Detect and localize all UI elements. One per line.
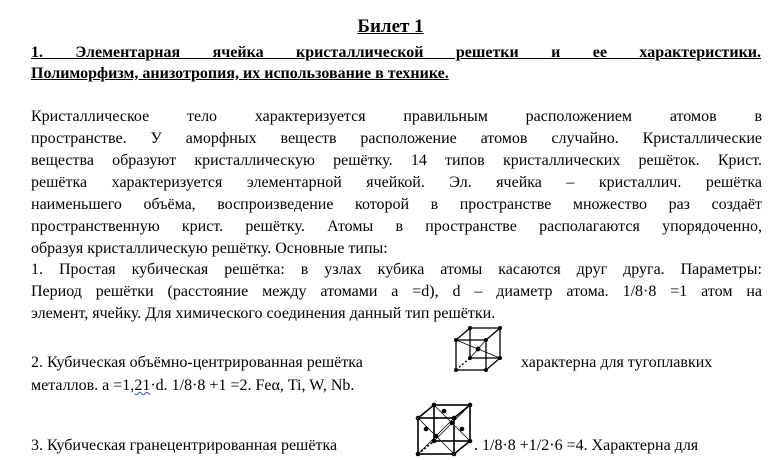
bcc-line-2-text-b: ·d. 1/8·8 +1 =2. Feα, Ti, W, Nb. [150, 377, 355, 394]
paragraph-line-2: пространстве. У аморфных веществ расположение атомов случайно. Кристаллические [31, 130, 762, 147]
bcc-line-2-text-a: металлов. а =1, [31, 377, 135, 394]
spellcheck-underlined-word: 21 [134, 377, 151, 394]
question-heading-line-1: 1. Элементарная ячейка кристаллической решетки и ее характеристики. [31, 44, 761, 61]
bcc-line [31, 354, 762, 374]
paragraph-line-7: образуя кристаллическую решётку. Основные типы: [31, 240, 388, 257]
bcc-text-before: 2. Кубическая объёмно-центрированная решётка [31, 354, 363, 371]
paragraph-line-5: наименьшего объёма, воспроизведение которой в пространстве множество раз создаёт [31, 196, 762, 213]
paragraph-line-4: решётка характеризуется элементарной ячейкой. Эл. ячейка – кристаллич. решётка [31, 174, 762, 191]
paragraph-line-8: 1. Простая кубическая решётка: в узлах кубика атомы касаются друг друга. Параметры: [31, 261, 762, 278]
fcc-line [31, 437, 762, 457]
bcc-line-2 [31, 377, 762, 395]
question-heading-line-2: Полиморфизм, анизотропия, их использование в технике. [31, 65, 449, 82]
bcc-text-after: характерна для тугоплавких [521, 354, 713, 371]
paragraph-line-3: вещества образуют кристаллическую решётку. 14 типов кристаллических решёток. Крист. [31, 152, 762, 169]
ticket-title: Билет 1 [357, 16, 424, 37]
paragraph-line-6: пространственную крист. решётку. Атомы в пространстве располагаются упорядоченно, [31, 218, 762, 235]
fcc-text-before: 3. Кубическая гранецентрированная решётка [31, 437, 338, 454]
paragraph-line-10: элемент, ячейку. Для химического соединения данный тип решётки. [31, 305, 496, 322]
bcc-cube-icon [448, 322, 508, 376]
paragraph-line-1: Кристаллическое тело характеризуется правильным расположением атомов в [31, 108, 762, 125]
fcc-cube-icon [410, 400, 476, 460]
paragraph-line-9: Период решётки (расстояние между атомами а =d), d – диаметр атома. 1/8·8 =1 атом на [31, 283, 762, 300]
fcc-text-after: . 1/8·8 +1/2·6 =4. Характерна для [474, 437, 699, 454]
